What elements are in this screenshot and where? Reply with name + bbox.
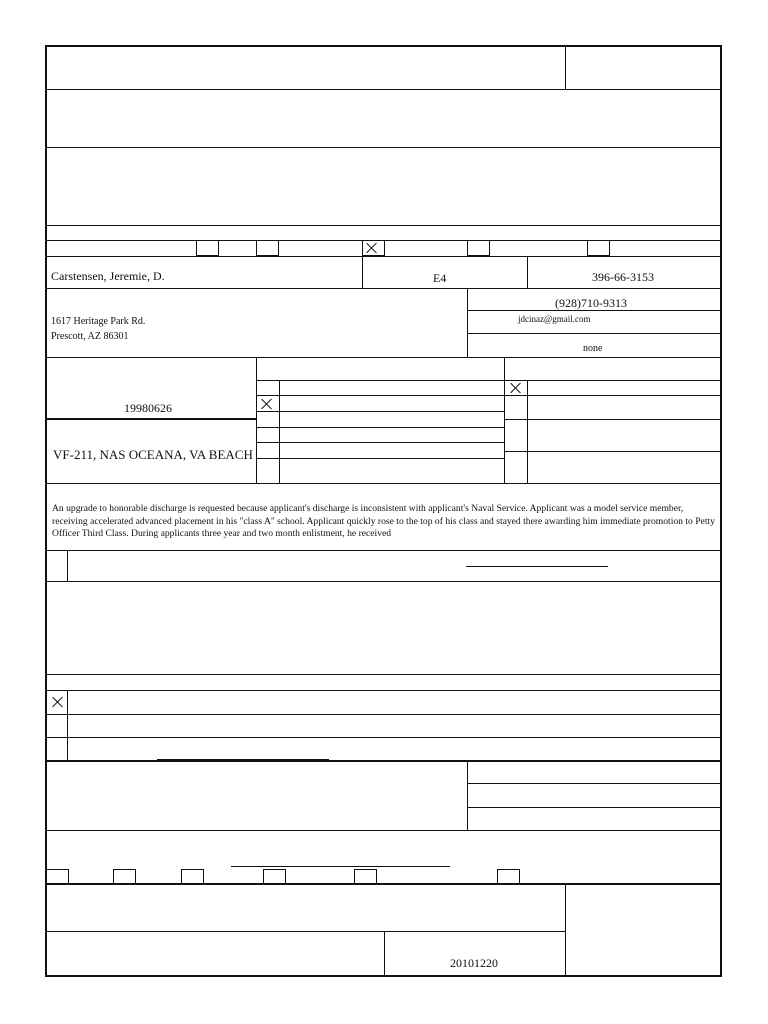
checkbox-option[interactable] (46, 869, 69, 884)
divider (467, 807, 722, 808)
divider (46, 418, 256, 420)
date-signed-field[interactable]: 20101220 (450, 956, 498, 970)
divider (384, 931, 385, 976)
checkbox-option[interactable] (354, 869, 377, 884)
ssn-field[interactable]: 396-66-3153 (592, 270, 654, 284)
divider (504, 357, 505, 483)
checkbox-option[interactable] (113, 869, 136, 884)
divider (256, 458, 504, 459)
checkbox-option[interactable] (196, 240, 219, 256)
divider (46, 883, 722, 885)
checkbox-option[interactable] (256, 240, 279, 256)
divider (256, 427, 504, 428)
grade-field[interactable]: E4 (433, 271, 447, 285)
checkbox-option[interactable] (587, 240, 610, 256)
divider (362, 256, 363, 288)
divider (467, 333, 722, 334)
divider (256, 395, 722, 396)
divider (256, 442, 504, 443)
checkbox-option[interactable] (263, 869, 286, 884)
divider (527, 256, 528, 288)
divider (67, 550, 68, 581)
divider (46, 581, 722, 582)
x-mark-icon (510, 382, 522, 394)
divider (46, 931, 565, 932)
divider (46, 256, 722, 257)
x-mark-icon (52, 696, 64, 708)
divider (46, 674, 722, 675)
address-line2-field[interactable]: Prescott, AZ 86301 (51, 331, 129, 342)
checkbox-option[interactable] (181, 869, 204, 884)
divider (565, 46, 566, 89)
divider (504, 419, 722, 420)
checkbox-option[interactable] (467, 240, 490, 256)
divider (256, 411, 504, 412)
divider (46, 89, 722, 90)
checkbox-option[interactable] (497, 869, 520, 884)
divider (46, 288, 722, 289)
divider (46, 147, 722, 148)
x-mark-icon (261, 398, 273, 410)
discharge-date-field[interactable]: 19980626 (124, 401, 172, 415)
address-line1-field[interactable]: 1617 Heritage Park Rd. (51, 316, 146, 327)
divider (46, 690, 722, 691)
divider (467, 760, 468, 830)
name-field[interactable]: Carstensen, Jeremie, D. (51, 269, 165, 283)
x-mark-icon (366, 242, 378, 254)
divider (46, 550, 722, 551)
divider (565, 883, 566, 976)
signature-line (466, 566, 608, 567)
divider (46, 483, 722, 484)
divider (46, 714, 722, 715)
divider (46, 225, 722, 226)
divider (256, 380, 722, 381)
signature-line (231, 866, 450, 867)
phone-field[interactable]: (928)710-9313 (555, 296, 627, 310)
other-field[interactable]: none (583, 343, 603, 354)
statement-text[interactable]: An upgrade to honorable discharge is requested because applicant's discharge is inconsistent with applicant's Naval Service. Applicant was a model service member, receiving accelerated advanced placement in his "class A" school. Applicant quickly rose to the top of his class and stayed there awarding him immediate promotion to Petty Officer Third Class. During applicants three year and two month enlistment, he received (52, 503, 715, 540)
divider (46, 357, 722, 358)
divider (46, 737, 722, 738)
divider (467, 288, 468, 357)
divider (467, 783, 722, 784)
divider (504, 451, 722, 452)
divider (256, 357, 257, 483)
email-field[interactable]: jdcinaz@gmail.com (518, 314, 591, 324)
divider (46, 830, 722, 831)
divider (46, 760, 722, 762)
unit-field[interactable]: VF-211, NAS OCEANA, VA BEACH (53, 447, 253, 462)
